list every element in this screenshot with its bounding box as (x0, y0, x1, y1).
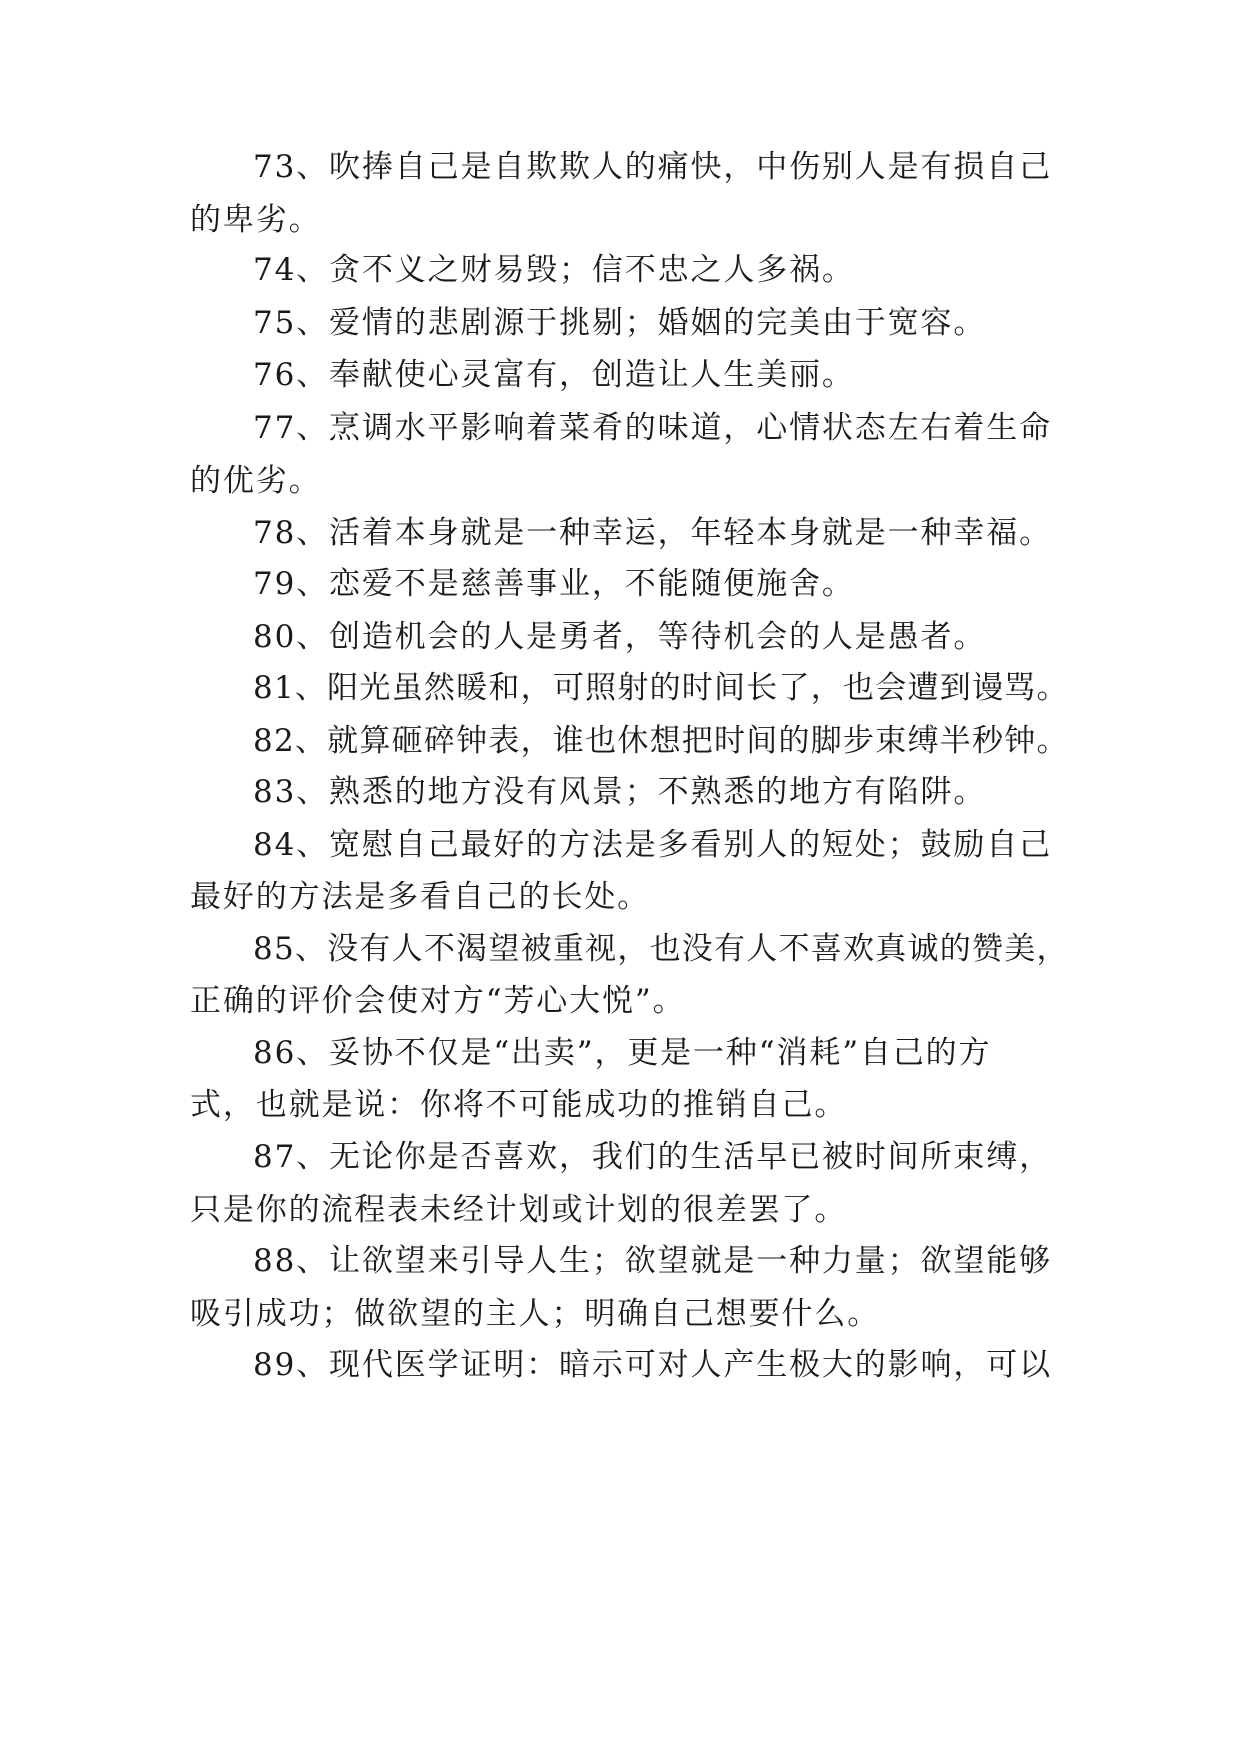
text-line-77-cont: 的优劣。 (190, 463, 322, 499)
text-line-87: 87、无论你是否喜欢，我们的生活早已被时间所束缚， (253, 1139, 1052, 1175)
text-line-82: 82、就算砸碎钟表，谁也休想把时间的脚步束缚半秒钟。 (253, 723, 1069, 759)
text-line-76: 76、奉献使心灵富有，创造让人生美丽。 (253, 357, 855, 393)
text-line-88: 88、让欲望来引导人生；欲望就是一种力量；欲望能够 (253, 1243, 1052, 1279)
text-line-87-cont: 只是你的流程表未经计划或计划的很差罢了。 (190, 1192, 848, 1228)
text-line-86: 86、妥协不仅是“出卖”，更是一种“消耗”自己的方 (253, 1035, 992, 1071)
text-line-88-cont: 吸引成功；做欲望的主人；明确自己想要什么。 (190, 1296, 881, 1332)
text-line-85-cont: 正确的评价会使对方“芳心大悦”。 (190, 983, 686, 1019)
text-line-84-cont: 最好的方法是多看自己的长处。 (190, 879, 651, 915)
text-line-84: 84、宽慰自己最好的方法是多看别人的短处；鼓励自己 (253, 827, 1052, 863)
text-line-80: 80、创造机会的人是勇者，等待机会的人是愚者。 (253, 619, 987, 655)
text-line-78: 78、活着本身就是一种幸运，年轻本身就是一种幸福。 (253, 515, 1052, 551)
text-line-79: 79、恋爱不是慈善事业，不能随便施舍。 (253, 566, 855, 602)
text-line-73-cont: 的卑劣。 (190, 202, 322, 238)
text-line-83: 83、熟悉的地方没有风景；不熟悉的地方有陷阱。 (253, 774, 987, 810)
text-line-74: 74、贪不义之财易毁；信不忠之人多祸。 (253, 252, 855, 288)
text-line-73: 73、吹捧自己是自欺欺人的痛快，中伤别人是有损自己 (253, 149, 1052, 185)
text-line-85: 85、没有人不渴望被重视，也没有人不喜欢真诚的赞美， (253, 931, 1069, 967)
text-line-75: 75、爱情的悲剧源于挑剔；婚姻的完美由于宽容。 (253, 305, 987, 341)
text-line-81: 81、阳光虽然暖和，可照射的时间长了，也会遭到谩骂。 (253, 670, 1069, 706)
text-line-86-cont: 式，也就是说：你将不可能成功的推销自己。 (190, 1087, 848, 1123)
text-line-89: 89、现代医学证明：暗示可对人产生极大的影响，可以 (253, 1347, 1052, 1383)
text-line-77: 77、烹调水平影响着菜肴的味道，心情状态左右着生命 (253, 410, 1052, 446)
